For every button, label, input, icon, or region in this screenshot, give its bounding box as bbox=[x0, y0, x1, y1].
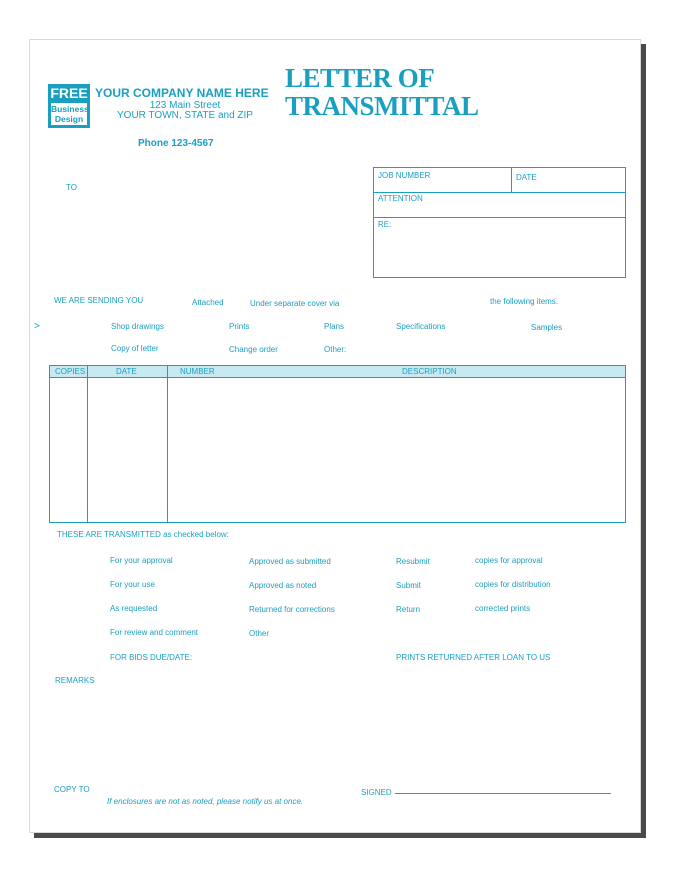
form-title bbox=[285, 64, 479, 120]
table-header bbox=[50, 366, 625, 378]
check-resubmit[interactable]: Resubmit bbox=[396, 557, 430, 566]
job-number-label[interactable]: JOB NUMBER bbox=[378, 171, 431, 180]
item-change-order[interactable]: Change order bbox=[229, 345, 278, 354]
option-attached[interactable]: Attached bbox=[192, 298, 224, 307]
logo-inner bbox=[51, 103, 87, 125]
header-number: NUMBER bbox=[180, 367, 215, 376]
check-for-your-use[interactable]: For your use bbox=[110, 580, 155, 589]
margin-arrow-icon: > bbox=[34, 321, 40, 332]
prints-returned-label[interactable]: PRINTS RETURNED AFTER LOAN TO US bbox=[396, 653, 551, 662]
item-plans[interactable]: Plans bbox=[324, 322, 345, 331]
form-title-line1: LETTER OF bbox=[285, 63, 435, 93]
sending-label: WE ARE SENDING YOU bbox=[54, 296, 144, 305]
company-street: 123 Main Street bbox=[149, 100, 221, 111]
company-name: YOUR COMPANY NAME HERE bbox=[95, 86, 269, 100]
enclosure-notice: If enclosures are not as noted, please notify us at once. bbox=[107, 797, 304, 806]
column-divider-date bbox=[167, 366, 168, 522]
header-copies: COPIES bbox=[55, 367, 86, 376]
check-return[interactable]: Return bbox=[396, 605, 421, 614]
re-label[interactable]: RE: bbox=[378, 220, 392, 229]
signature-line[interactable] bbox=[395, 793, 611, 794]
item-specifications[interactable]: Specifications bbox=[396, 322, 446, 331]
item-copy-of-letter[interactable]: Copy of letter bbox=[111, 344, 159, 353]
bids-due-date-label[interactable]: FOR BIDS DUE/DATE: bbox=[110, 653, 193, 662]
check-submit[interactable]: Submit bbox=[396, 581, 421, 590]
header-description: DESCRIPTION bbox=[402, 367, 457, 376]
job-box-vdivider bbox=[511, 168, 512, 192]
check-for-approval[interactable]: For your approval bbox=[110, 556, 173, 565]
free-business-design-logo bbox=[48, 84, 90, 128]
job-box-divider-1 bbox=[374, 192, 625, 193]
header-date: DATE bbox=[116, 367, 137, 376]
logo-line1: Business bbox=[51, 104, 89, 114]
company-phone: Phone 123-4567 bbox=[138, 138, 214, 149]
job-info-box bbox=[373, 167, 626, 278]
job-box-divider-2 bbox=[374, 217, 625, 218]
corrected-prints: corrected prints bbox=[475, 604, 531, 613]
logo-line2: Design bbox=[54, 114, 84, 124]
check-approved-noted[interactable]: Approved as noted bbox=[249, 581, 317, 590]
option-separate-cover[interactable]: Under separate cover via bbox=[250, 299, 340, 308]
to-label: TO bbox=[66, 183, 77, 192]
column-divider-copies bbox=[87, 366, 88, 522]
item-other[interactable]: Other: bbox=[324, 345, 347, 354]
item-samples[interactable]: Samples bbox=[531, 323, 563, 332]
copies-for-approval: copies for approval bbox=[475, 556, 543, 565]
copies-for-distribution: copies for distribution bbox=[475, 580, 551, 589]
transmitted-label: THESE ARE TRANSMITTED as checked below: bbox=[57, 530, 229, 539]
check-returned-corrections[interactable]: Returned for corrections bbox=[249, 605, 335, 614]
item-shop-drawings[interactable]: Shop drawings bbox=[111, 322, 164, 331]
logo-free-text: FREE bbox=[50, 85, 88, 101]
form-title-line2: TRANSMITTAL bbox=[285, 91, 479, 121]
items-table bbox=[49, 365, 626, 523]
following-items-text: the following items. bbox=[490, 297, 559, 306]
check-approved-submitted[interactable]: Approved as submitted bbox=[249, 557, 331, 566]
signed-label: SIGNED bbox=[361, 788, 392, 797]
check-as-requested[interactable]: As requested bbox=[110, 604, 158, 613]
check-other[interactable]: Other bbox=[249, 629, 270, 638]
attention-label[interactable]: ATTENTION bbox=[378, 194, 423, 203]
remarks-label[interactable]: REMARKS bbox=[55, 676, 95, 685]
copy-to-label[interactable]: COPY TO bbox=[54, 785, 90, 794]
item-prints[interactable]: Prints bbox=[229, 322, 250, 331]
company-town: YOUR TOWN, STATE and ZIP bbox=[117, 110, 253, 121]
check-review-comment[interactable]: For review and comment bbox=[110, 628, 199, 637]
date-label[interactable]: DATE bbox=[516, 173, 537, 182]
